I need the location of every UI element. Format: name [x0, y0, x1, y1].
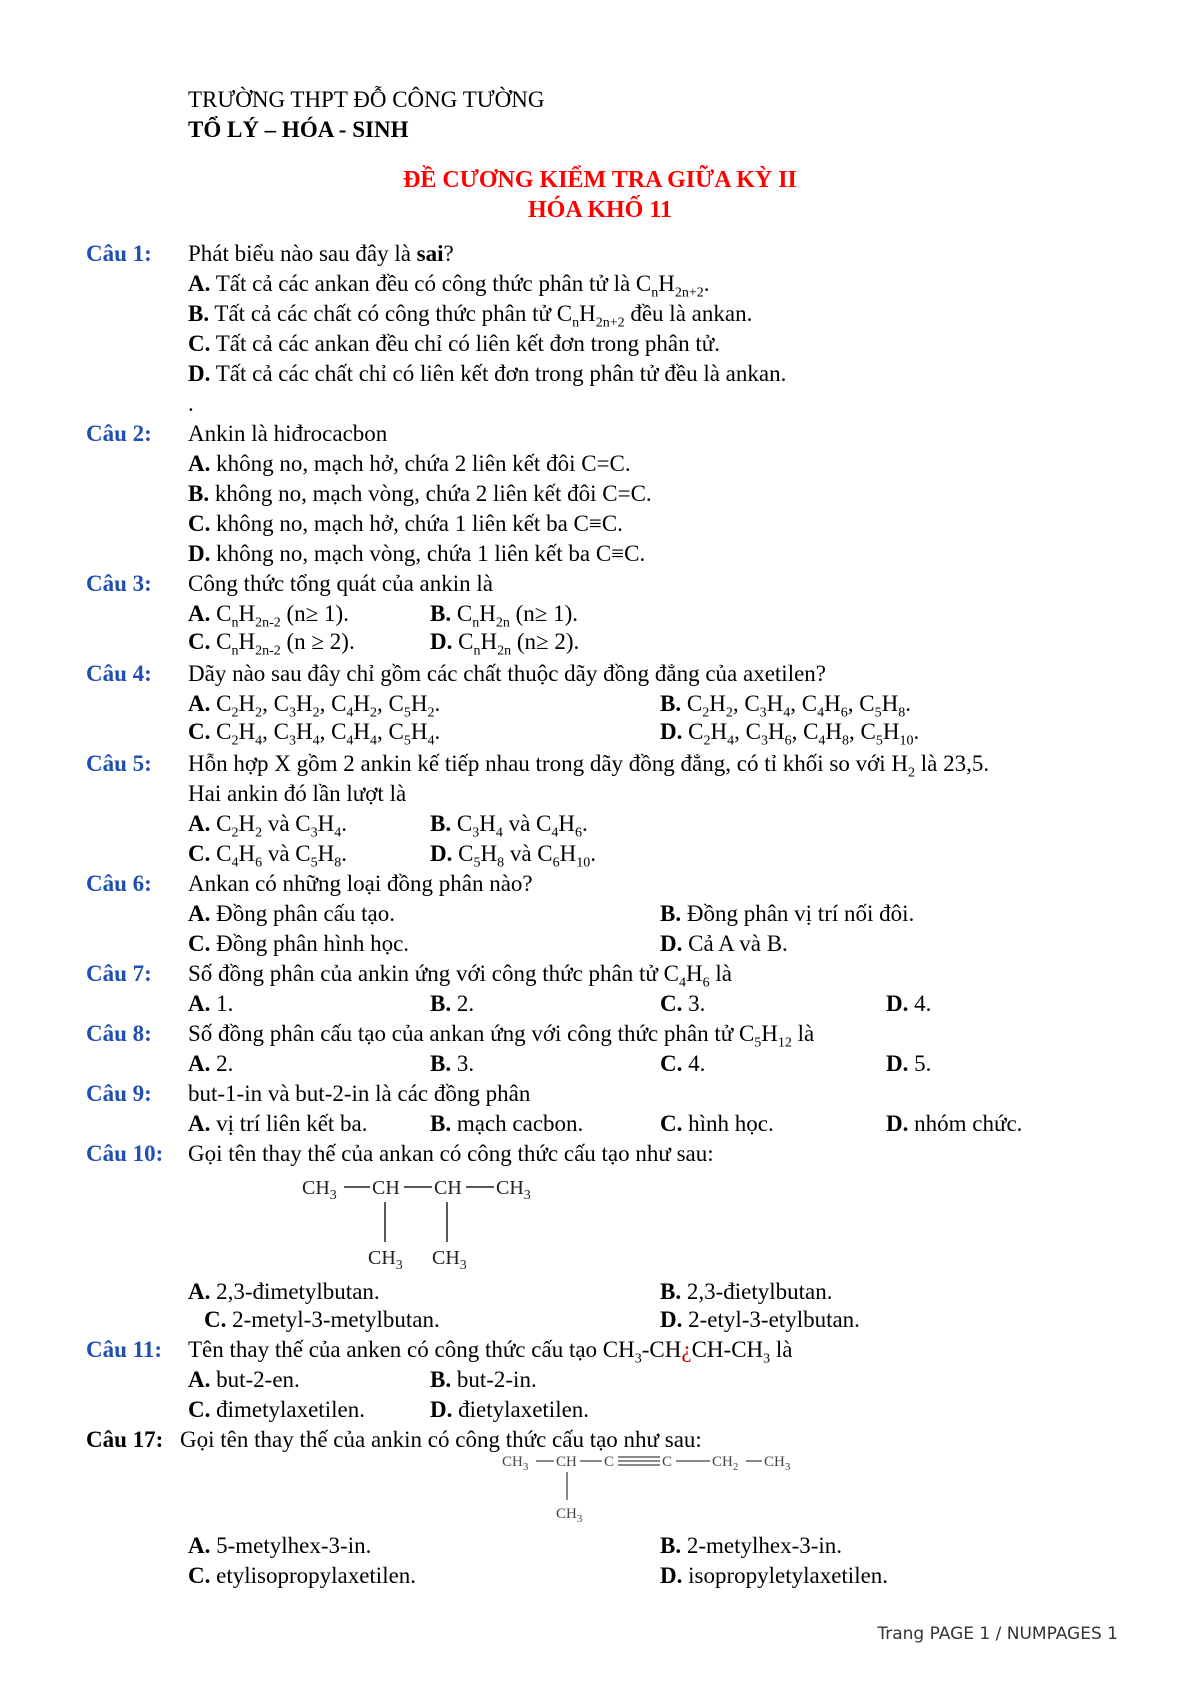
f17-c1: $CH_3$	[502, 1454, 529, 1473]
question-number: Câu 6:	[86, 871, 152, 896]
question-number: Câu 9:	[86, 1081, 152, 1106]
answer-option: C. $C_2H_4$, $C_3H_4$, $C_4H_4$, $C_5H_4$.	[188, 719, 441, 749]
department-name: TỔ LÝ – HÓA - SINH	[188, 117, 409, 142]
structural-formula-q17	[500, 1448, 820, 1524]
answer-option: C. Đồng phân hình học.	[188, 931, 410, 956]
answer-option: B. 2,3-đietylbutan.	[660, 1279, 833, 1304]
answer-option: D. không no, mạch vòng, chứa 1 liên kết ba C≡C.	[188, 541, 646, 566]
answer-option: A. Tất cả các ankan đều có công thức phân tử là $C_nH_{2n+2}$.	[188, 271, 710, 301]
question-number: Câu 2:	[86, 421, 152, 446]
answer-option: A. but-2-en.	[188, 1367, 300, 1392]
question-stem: Hỗn hợp X gồm 2 ankin kế tiếp nhau trong dãy đồng đẳng, có tỉ khối so với $H_2$ là 23,5.	[188, 751, 990, 781]
document-title: ĐỀ CƯƠNG KIỂM TRA GIỮA KỲ II	[403, 167, 797, 193]
question-stem: Công thức tổng quát của ankin là	[188, 571, 494, 596]
f17-c6: $CH_3$	[764, 1454, 791, 1473]
f10-c1: $CH_3$	[302, 1177, 337, 1203]
school-name: TRƯỜNG THPT ĐỖ CÔNG TƯỜNG	[188, 87, 545, 112]
answer-option: A. 1.	[188, 991, 234, 1016]
answer-option: B. but-2-in.	[430, 1367, 537, 1392]
answer-option: C. $C_4H_6$ và $C_5H_8$.	[188, 841, 348, 871]
answer-option: B. $C_nH_{2n}$ (n≥ 1).	[430, 601, 579, 631]
question-number: Câu 3:	[86, 571, 152, 596]
structural-formula-q10	[300, 1172, 560, 1272]
question-number: Câu 4:	[86, 661, 152, 686]
question-stem: Số đồng phân cấu tạo của ankan ứng với công thức phân tử $C_5H_{12}$ là	[188, 1021, 815, 1051]
question-number: Câu 10:	[86, 1141, 164, 1166]
f10-m2: $CH_3$	[432, 1247, 467, 1272]
answer-option: A. $C_2H_2$ và $C_3H_4$.	[188, 811, 348, 841]
page-footer: Trang PAGE 1 / NUMPAGES 1	[877, 1624, 1118, 1644]
answer-option: B. $C_3H_4$ và $C_4H_6$.	[430, 811, 588, 841]
answer-option: D. nhóm chức.	[886, 1111, 1023, 1136]
f17-c3: C	[604, 1454, 615, 1470]
document-subtitle: HÓA KHỐ 11	[527, 197, 673, 223]
question-stem: Ankin là hiđrocacbon	[188, 421, 388, 446]
f17-c5: $CH_2$	[712, 1454, 739, 1473]
question-stem: Gọi tên thay thế của ankan có công thức cấu tạo như sau:	[188, 1141, 714, 1166]
question-number: Câu 17:	[86, 1427, 164, 1452]
answer-option: D. 5.	[886, 1051, 932, 1076]
question-stem-continued: Hai ankin đó lần lượt là	[188, 781, 407, 806]
answer-option: D. đietylaxetilen.	[430, 1397, 590, 1422]
answer-option: C. 3.	[660, 991, 706, 1016]
answer-option: C. 2-metyl-3-metylbutan.	[204, 1307, 440, 1332]
answer-option: D. Cả A và B.	[660, 931, 788, 956]
answer-option: B. Đồng phân vị trí nối đôi.	[660, 901, 915, 926]
answer-option: D. Tất cả các chất chỉ có liên kết đơn trong phân tử đều là ankan.	[188, 361, 787, 386]
answer-option: B. 3.	[430, 1051, 475, 1076]
answer-option: C. Tất cả các ankan đều chỉ có liên kết đơn trong phân tử.	[188, 331, 720, 356]
answer-option: B. Tất cả các chất có công thức phân tử $C_nH_{2n+2}$ đều là ankan.	[188, 301, 753, 331]
answer-option: A. không no, mạch hở, chứa 2 liên kết đôi C=C.	[188, 451, 631, 476]
question-stem: Tên thay thế của anken có công thức cấu tạo $CH_3-CH¿CH-CH_3$ là	[188, 1337, 793, 1367]
f17-methyl: $CH_3$	[556, 1506, 583, 1524]
answer-option: C. hình học.	[660, 1111, 774, 1136]
question-stem: Ankan có những loại đồng phân nào?	[188, 871, 533, 896]
f17-c2: CH	[556, 1454, 577, 1470]
answer-option: A. $C_2H_2$, $C_3H_2$, $C_4H_2$, $C_5H_2$.	[188, 691, 441, 721]
answer-option: A. 5-metylhex-3-in.	[188, 1533, 372, 1558]
answer-option: C. đimetylaxetilen.	[188, 1397, 365, 1422]
answer-option: C. $C_nH_{2n-2}$ (n ≥ 2).	[188, 629, 355, 659]
answer-option: D. isopropyletylaxetilen.	[660, 1563, 889, 1588]
answer-option: D. $C_nH_{2n}$ (n≥ 2).	[430, 629, 580, 659]
question-stem: Dãy nào sau đây chỉ gồm các chất thuộc dãy đồng đẳng của axetilen?	[188, 661, 827, 686]
answer-option: A. 2,3-đimetylbutan.	[188, 1279, 380, 1304]
answer-option: D. 2-etyl-3-etylbutan.	[660, 1307, 860, 1332]
question-number: Câu 11:	[86, 1337, 163, 1362]
answer-option: B. mạch cacbon.	[430, 1111, 584, 1136]
question-number: Câu 8:	[86, 1021, 152, 1046]
f10-c2: CH	[372, 1177, 400, 1199]
answer-option: D. 4.	[886, 991, 932, 1016]
answer-option: A. $C_nH_{2n-2}$ (n≥ 1).	[188, 601, 349, 631]
answer-option: A. Đồng phân cấu tạo.	[188, 901, 395, 926]
answer-option: B. $C_2H_2$, $C_3H_4$, $C_4H_6$, $C_5H_8$.	[660, 691, 911, 721]
question-stem: Gọi tên thay thế của ankin có công thức cấu tạo như sau:	[180, 1427, 702, 1452]
stray-dot: .	[188, 391, 194, 416]
f17-c4: C	[662, 1454, 673, 1470]
answer-option: D. $C_5H_8$ và $C_6H_{10}$.	[430, 841, 597, 871]
question-stem: but-1-in và but-2-in là các đồng phân	[188, 1081, 531, 1106]
question-number: Câu 7:	[86, 961, 152, 986]
f10-c3: CH	[434, 1177, 462, 1199]
answer-option: A. 2.	[188, 1051, 234, 1076]
question-number: Câu 1:	[86, 241, 152, 266]
f10-c4: $CH_3$	[496, 1177, 531, 1203]
question-number: Câu 5:	[86, 751, 152, 776]
answer-option: C. không no, mạch hở, chứa 1 liên kết ba C≡C.	[188, 511, 623, 536]
answer-option: A. vị trí liên kết ba.	[188, 1111, 368, 1136]
f10-m1: $CH_3$	[368, 1247, 403, 1272]
answer-option: C. etylisopropylaxetilen.	[188, 1563, 417, 1588]
question-stem: Phát biểu nào sau đây là sai?	[188, 241, 454, 266]
answer-option: B. không no, mạch vòng, chứa 2 liên kết đôi C=C.	[188, 481, 652, 506]
answer-option: C. 4.	[660, 1051, 706, 1076]
answer-option: D. $C_2H_4$, $C_3H_6$, $C_4H_8$, $C_5H_{10}$.	[660, 719, 920, 749]
answer-option: B. 2.	[430, 991, 475, 1016]
answer-option: B. 2-metylhex-3-in.	[660, 1533, 843, 1558]
question-stem: Số đồng phân của ankin ứng với công thức phân tử $C_4H_6$ là	[188, 961, 732, 991]
